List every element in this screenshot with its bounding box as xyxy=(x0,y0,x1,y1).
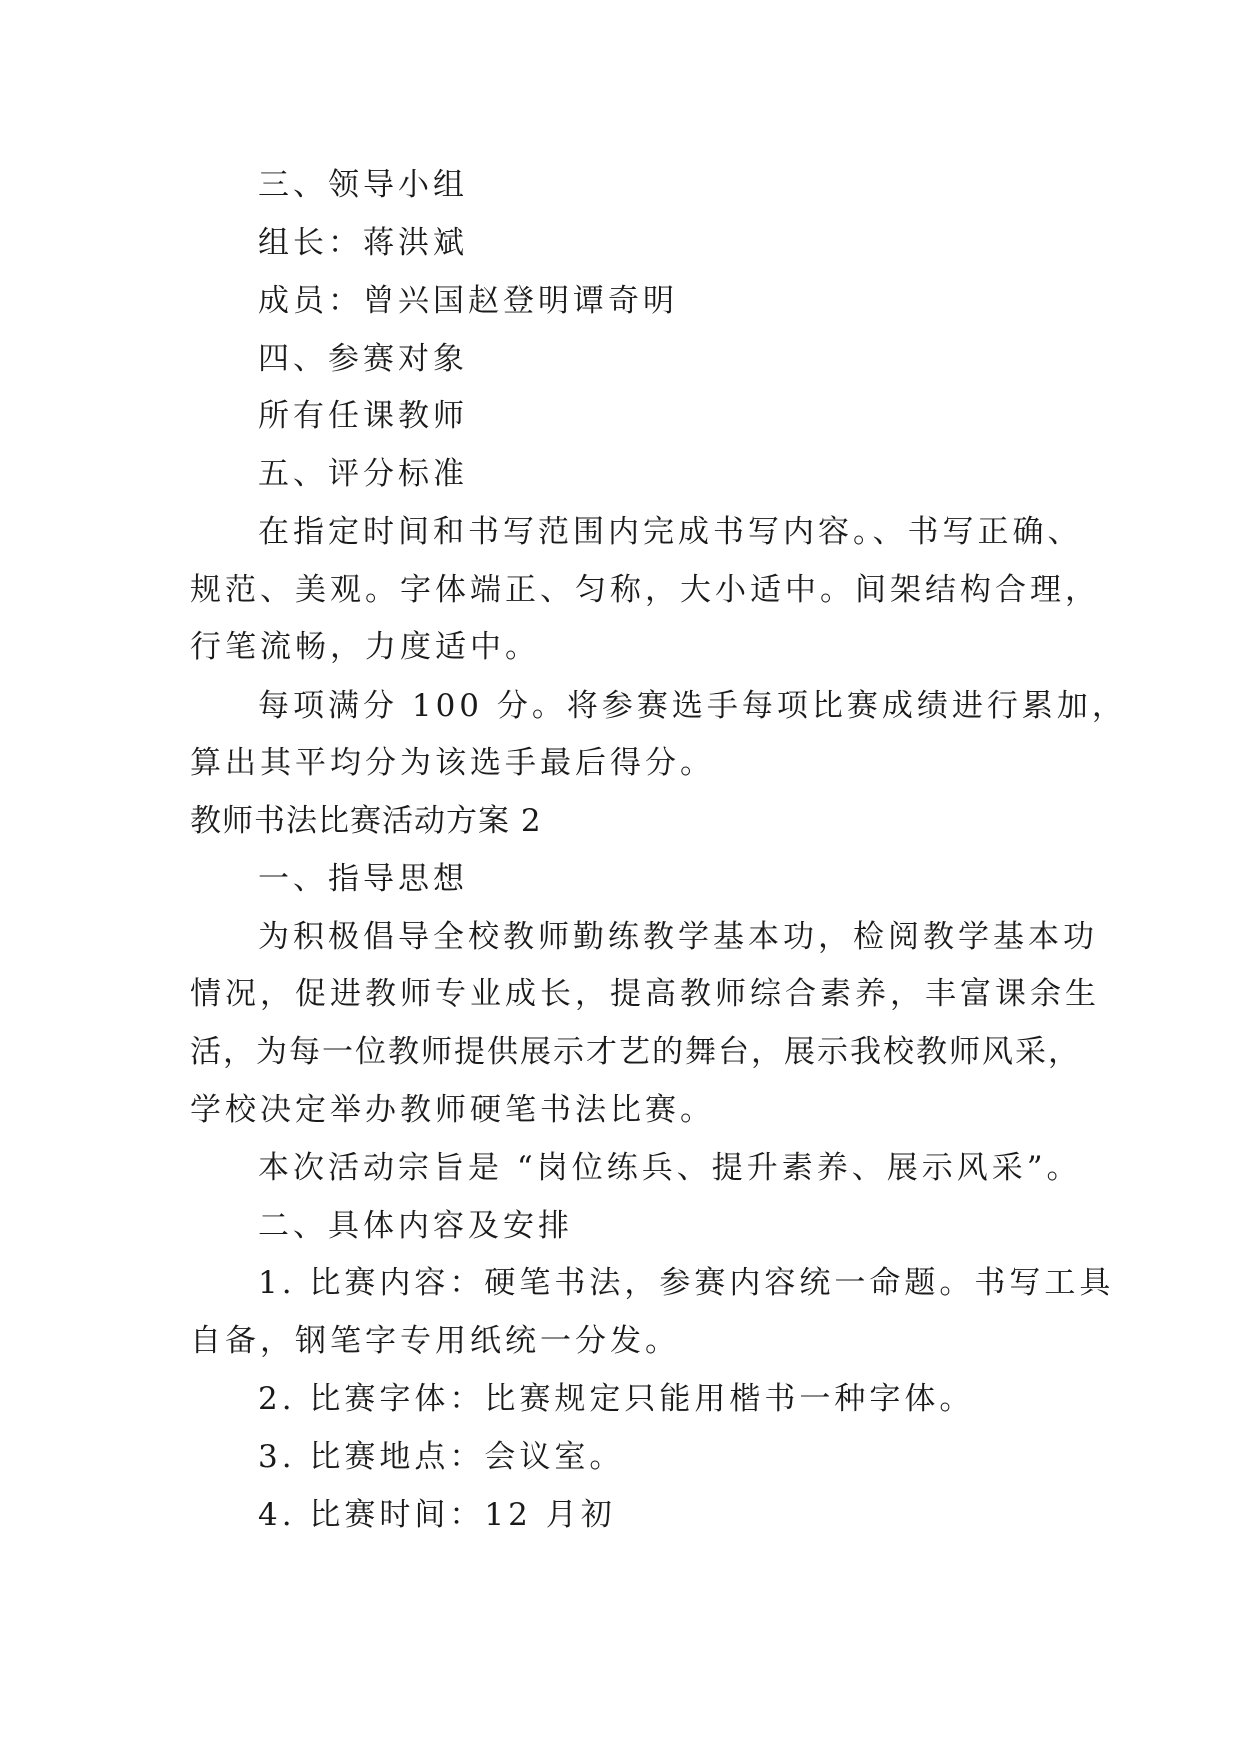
section-heading-leadership-group: 三、领导小组 xyxy=(258,167,468,203)
ideology-paragraph-line: 为积极倡导全校教师勤练教学基本功，检阅教学基本功 xyxy=(258,919,1098,955)
section-heading-guiding-ideology: 一、指导思想 xyxy=(258,861,468,897)
content-item-line: 3. 比赛地点：会议室。 xyxy=(258,1439,625,1475)
activity-purpose-line: 本次活动宗旨是 “岗位练兵、提升素养、展示风采”。 xyxy=(258,1150,1082,1186)
content-item-line: 自备，钢笔字专用纸统一分发。 xyxy=(190,1323,680,1359)
ideology-paragraph-line: 活，为每一位教师提供展示才艺的舞台，展示我校教师风采， xyxy=(190,1034,1081,1070)
section-heading-specific-content: 二、具体内容及安排 xyxy=(258,1208,573,1244)
content-item-line: 4. 比赛时间：12 月初 xyxy=(258,1497,616,1533)
content-item-line: 2. 比赛字体：比赛规定只能用楷书一种字体。 xyxy=(258,1381,975,1417)
criteria-paragraph-line: 规范、美观。字体端正、匀称，大小适中。间架结构合理， xyxy=(190,572,1100,608)
content-item-line: 1. 比赛内容：硬笔书法，参赛内容统一命题。书写工具 xyxy=(258,1265,1115,1301)
group-leader-line: 组长：蒋洪斌 xyxy=(258,225,468,261)
participants-line: 所有任课教师 xyxy=(258,398,468,434)
section-heading-scoring-criteria: 五、评分标准 xyxy=(258,456,468,492)
score-paragraph-line: 每项满分 100 分。将参赛选手每项比赛成绩进行累加， xyxy=(258,688,1127,724)
ideology-paragraph-line: 学校决定举办教师硬笔书法比赛。 xyxy=(190,1092,715,1128)
criteria-paragraph-line: 在指定时间和书写范围内完成书写内容。、书写正确、 xyxy=(258,514,1083,550)
document-title-2: 教师书法比赛活动方案 2 xyxy=(190,803,542,839)
section-heading-participants: 四、参赛对象 xyxy=(258,341,468,377)
members-line: 成员：曾兴国赵登明谭奇明 xyxy=(258,283,678,319)
criteria-paragraph-line: 行笔流畅，力度适中。 xyxy=(190,629,540,665)
score-paragraph-line: 算出其平均分为该选手最后得分。 xyxy=(190,745,715,781)
ideology-paragraph-line: 情况，促进教师专业成长，提高教师综合素养，丰富课余生 xyxy=(190,976,1100,1012)
